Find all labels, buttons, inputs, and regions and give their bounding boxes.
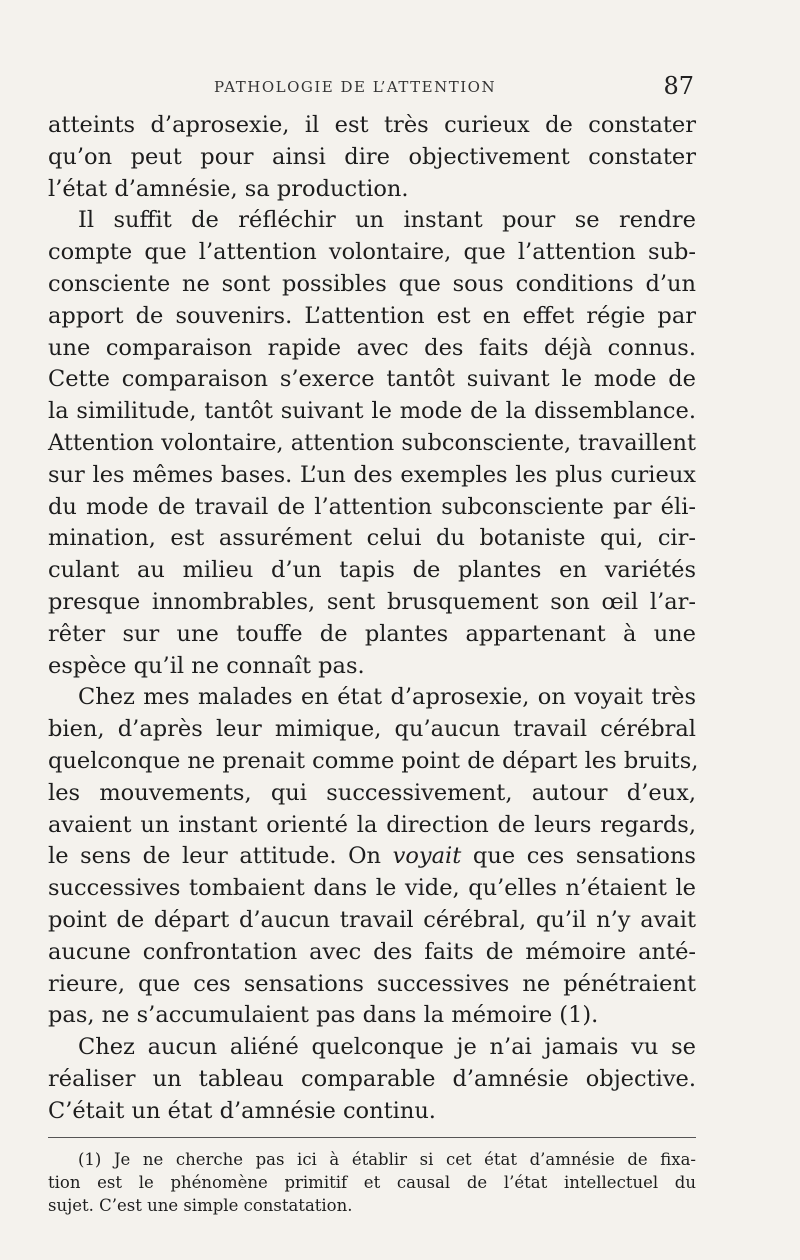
footnote-line: (1) Je ne cherche pas ici à établir si cet état d’amnésie de fixa- — [78, 1150, 696, 1169]
text-line: compte que l’attention volontaire, que l’attention sub- — [48, 239, 696, 266]
running-head: PATHOLOGIE DE L’ATTENTION — [214, 78, 497, 96]
text-line: successives tombaient dans le vide, qu’elles n’étaient le — [48, 875, 696, 902]
text-fragment: que ces sensations — [472, 843, 696, 870]
footnote-line: tion est le phénomène primitif et causal de l’état intellectuel du — [48, 1173, 696, 1192]
text-line: une comparaison rapide avec des faits déjà connus. — [48, 334, 696, 361]
text-line: sur les mêmes bases. L’un des exemples les plus curieux — [48, 461, 696, 488]
text-line: espèce qu’il ne connaît pas. — [48, 652, 365, 679]
footnote — [48, 1148, 696, 1217]
text-line: presque innombrables, sent brusquement son œil l’ar- — [48, 588, 696, 615]
text-line: Chez mes malades en état d’aprosexie, on voyait très — [78, 684, 696, 711]
text-line: avaient un instant orienté la direction de leurs regards, — [48, 811, 696, 838]
page-header — [48, 72, 696, 106]
text-line-with-italic — [48, 841, 696, 873]
text-line: quelconque ne prenait comme point de départ les bruits, — [48, 747, 699, 774]
text-line: rieure, que ces sensations successives ne pénétraient — [48, 970, 696, 997]
text-line: les mouvements, qui successivement, autour d’eux, — [48, 779, 696, 806]
text-line: aucune confrontation avec des faits de mémoire anté- — [48, 938, 696, 965]
footnote-line: sujet. C’est une simple constatation. — [48, 1196, 353, 1215]
text-line: apport de souvenirs. L’attention est en effet régie par — [48, 302, 696, 329]
body-text — [48, 110, 699, 1128]
text-line: Attention volontaire, attention subconsciente, travaillent — [48, 429, 697, 456]
text-line: rêter sur une touffe de plantes appartenant à une — [48, 620, 696, 647]
text-line: atteints d’aprosexie, il est très curieux de constater — [48, 112, 696, 138]
text-line: culant au milieu d’un tapis de plantes en variétés — [48, 557, 696, 584]
text-line: qu’on peut pour ainsi dire objectivement constater — [48, 143, 696, 170]
text-line: consciente ne sont possibles que sous conditions d’un — [48, 270, 696, 297]
text-line: bien, d’après leur mimique, qu’aucun travail cérébral — [48, 716, 696, 743]
text-line: C’était un état d’amnésie continu. — [48, 1097, 436, 1124]
text-line: mination, est assurément celui du botaniste qui, cir- — [48, 525, 696, 552]
text-line: pas, ne s’accumulaient pas dans la mémoire (1). — [48, 1002, 599, 1029]
italic-word: voyait — [392, 843, 462, 870]
footnote-rule — [48, 1137, 696, 1138]
text-line: Il suffit de réfléchir un instant pour se rendre — [78, 207, 696, 234]
text-line: Cette comparaison s’exerce tantôt suivant le mode de — [48, 366, 696, 393]
text-line: réaliser un tableau comparable d’amnésie objective. — [48, 1065, 696, 1092]
text-line: l’état d’amnésie, sa production. — [48, 175, 409, 202]
text-line: point de départ d’aucun travail cérébral, qu’il n’y avait — [48, 906, 696, 933]
page-number: 87 — [663, 72, 694, 100]
text-fragment: le sens de leur attitude. On — [48, 843, 382, 870]
text-line: la similitude, tantôt suivant le mode de la dissemblance. — [48, 398, 696, 425]
text-line: du mode de travail de l’attention subconsciente par éli- — [48, 493, 696, 520]
text-line: Chez aucun aliéné quelconque je n’ai jamais vu se — [78, 1034, 696, 1061]
